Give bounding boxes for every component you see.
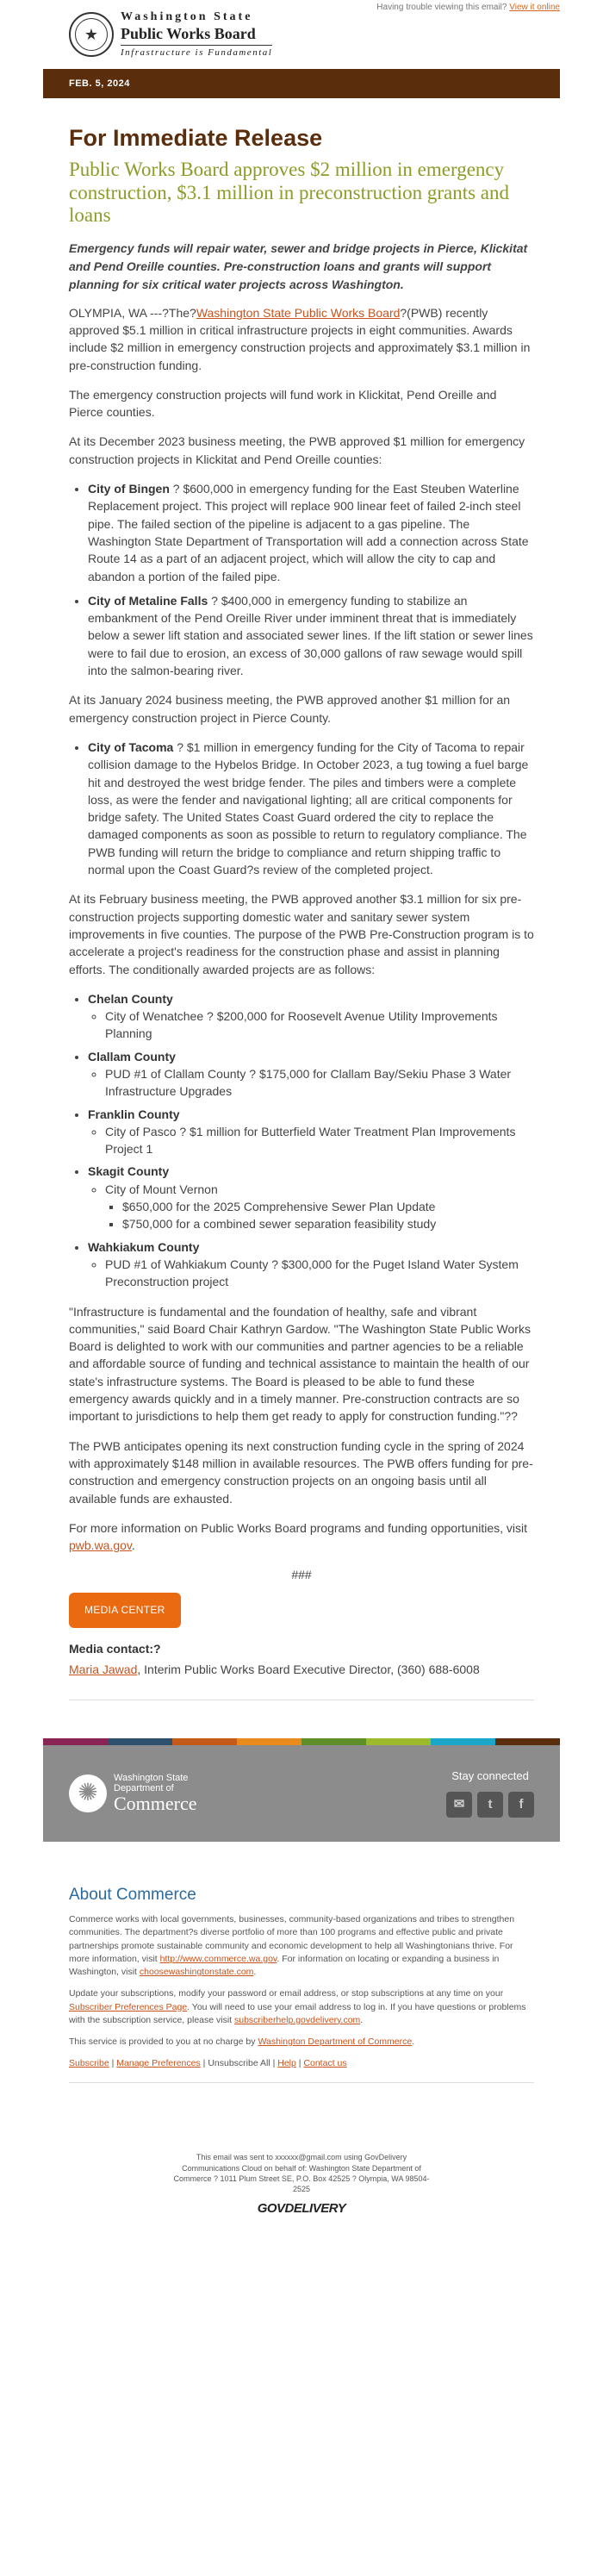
project-name: City of Tacoma — [88, 739, 174, 754]
project-text: ? $1 million in emergency funding for the City of Tacoma to repair collision damage to the Hybelos Bridge. In October 2023, a tug towing a fuel barge hit and destroyed the west bridge fender. The piles and timbers were a complete loss, as were the fender and navigational lighting; all are critical components for bridge safety. The United States Coast Guard ordered the city to replace the damaged components as soon as possible to return to regulatory compliance. The PWB funding will return the bridge to compliance and return shipping traffic to normal upon the Coast Guard?s review of the completed project. — [88, 739, 529, 877]
about-text: . For information on locating or expanding a business in Washington, visit — [69, 1953, 500, 1978]
county-item — [88, 1163, 534, 1232]
govdelivery-logo: GOVDELIVERY — [257, 2200, 346, 2216]
county-subproject: ▪ $750,000 for a combined sewer separation feasibility study — [122, 1215, 534, 1232]
color-stripe — [43, 1738, 560, 1745]
pwb-link[interactable]: Washington State Public Works Board — [196, 305, 401, 320]
county-project: ◦ PUD #1 of Wahkiakum County ? $300,000 for the Puget Island Water System Preconstruction project — [105, 1256, 534, 1291]
press-release-body — [43, 98, 560, 1700]
subscription-text: . You will need to use your email address to log in. If you have questions or problems with the subscription service, please visit — [69, 2001, 526, 2025]
view-online-link[interactable]: View it online — [509, 3, 560, 12]
subscription-paragraph — [69, 1987, 534, 2027]
intro-pre: OLYMPIA, WA ---?The? — [69, 305, 196, 320]
about-commerce — [43, 1842, 560, 2084]
end-marker: ### — [291, 1568, 312, 1582]
email-icon[interactable]: ✉ — [446, 1792, 472, 1818]
county-name: Franklin County — [88, 1107, 180, 1121]
list-item — [88, 592, 534, 679]
commerce-department-link[interactable]: Washington Department of Commerce — [258, 2036, 413, 2047]
footer-links: Subscribe | Manage Preferences | Unsubscribe All | Help | Contact us — [69, 2058, 347, 2069]
county-subproject: ▪ $650,000 for the 2025 Comprehensive Sewer Plan Update — [122, 1198, 534, 1215]
december-projects-list — [88, 480, 534, 679]
county-project: ◦ City of Wenatchee ? $200,000 for Roosevelt Avenue Utility Improvements Planning — [105, 1007, 534, 1043]
contact-details: , Interim Public Works Board Executive Director, (360) 688-6008 — [137, 1662, 480, 1677]
logo-line2: Public Works Board — [121, 25, 256, 43]
project-name: City of Bingen — [88, 482, 170, 496]
commerce-logo-line2: Department of — [114, 1782, 174, 1793]
about-text: Commerce works with local governments, businesses, community-based organizations and tribes to strengthen communities. The department?s diverse portfolio of more than 100 programs and effective public and private partnerships promote sustainable community and economic development to help all Washingtonians thrive. For more information, visit — [69, 1914, 515, 1964]
subscriber-preferences-link[interactable]: Subscriber Preferences Page — [69, 2001, 188, 2012]
county-name: Wahkiakum County — [88, 1239, 200, 1254]
contact-us-link[interactable]: Contact us — [303, 2058, 347, 2069]
divider — [69, 2082, 534, 2083]
commerce-sun-icon: ✺ — [69, 1775, 107, 1812]
paragraph-more-info — [69, 1519, 534, 1555]
service-paragraph — [69, 2036, 534, 2049]
twitter-icon[interactable]: t — [477, 1792, 503, 1818]
subscription-text: Update your subscriptions, modify your password or email address, or stop subscriptions at any time on your — [69, 1988, 504, 1999]
pwb-website-link[interactable]: pwb.wa.gov — [69, 1538, 132, 1553]
date-bar: FEB. 5, 2024 — [43, 69, 560, 98]
contact-name-link[interactable]: Maria Jawad — [69, 1662, 138, 1677]
project-text: ? $400,000 in emergency funding to stabilize an embankment of the Pend Oreille River under imminent threat that is immediately below a sewer lift station and associated sewer lines. If the lift station or sewer lines were to fail due to erosion, an excess of 30,000 gallons of raw sewage would spill into the salmon-bearing river. — [88, 593, 533, 678]
media-contact-label: Media contact:? — [69, 1642, 161, 1656]
state-seal-icon: ★ — [69, 12, 114, 57]
choose-washington-link[interactable]: choosewashingtonstate.com — [139, 1967, 254, 1978]
media-contact — [69, 1661, 534, 1678]
paragraph-december: At its December 2023 business meeting, the PWB approved $1 million for emergency construction projects in Klickitat and Pend Oreille counties: — [69, 434, 525, 466]
about-title: About Commerce — [69, 1885, 196, 1904]
paragraph-emergency: The emergency construction projects will fund work in Klickitat, Pend Oreille and Pierce counties. — [69, 387, 497, 420]
county-name: Skagit County — [88, 1164, 170, 1179]
commerce-logo-line1: Washington State — [114, 1772, 189, 1783]
pwb-logo — [69, 9, 272, 60]
list-item — [88, 480, 534, 585]
paragraph-january: At its January 2024 business meeting, the PWB approved another $1 million for an emergency construction project in Pierce County. — [69, 693, 511, 725]
stay-connected — [446, 1768, 534, 1818]
preheader — [376, 2, 560, 15]
subscriber-help-link[interactable]: subscriberhelp.govdelivery.com — [234, 2014, 361, 2025]
lede: Emergency funds will repair water, sewer and bridge projects in Pierce, Klickitat and Pend Oreille counties. Pre-construction loans and grants will support planning for six critical water projects across Washington. — [69, 240, 528, 291]
help-link[interactable]: Help — [277, 2058, 296, 2069]
county-item — [88, 1238, 534, 1291]
commerce-logo-line3: Commerce — [114, 1792, 197, 1814]
county-name: Chelan County — [88, 991, 173, 1006]
headline: For Immediate Release — [69, 125, 323, 151]
subscribe-link[interactable]: Subscribe — [69, 2058, 109, 2069]
more-info-pre: For more information on Public Works Board programs and funding opportunities, visit — [69, 1520, 527, 1535]
intro-post: ?(PWB) recently approved $5.1 million in critical infrastructure projects in eight communities. Awards include $2 million in emergency construction projects and approximately $3.1 million in pre-construction funding. — [69, 305, 531, 372]
service-text: This service is provided to you at no charge by — [69, 2036, 258, 2047]
county-item — [88, 1106, 534, 1158]
stay-connected-label: Stay connected — [451, 1769, 529, 1783]
county-name: Clallam County — [88, 1049, 176, 1063]
commerce-logo — [69, 1773, 197, 1814]
january-projects-list — [88, 739, 534, 878]
preheader-text: Having trouble viewing this email? — [376, 3, 507, 12]
county-project: ◦ City of Pasco ? $1 million for Butterfield Water Treatment Plan Improvements Project 1 — [105, 1123, 534, 1158]
paragraph-next-cycle: The PWB anticipates opening its next construction funding cycle in the spring of 2024 with approximately $148 million in available resources. The PWB offers funding for pre-construction and emergency construction projects on an ongoing basis until all available funds are exhausted. — [69, 1438, 533, 1506]
subheadline: Public Works Board approves $2 million in emergency construction, $3.1 million in preconstruction grants and loans — [69, 159, 510, 227]
paragraph-february: At its February business meeting, the PWB approved another $3.1 million for six pre-construction projects supporting domestic water and sanitary sewer system improvements in five counties. The purpose of the PWB Pre-Construction program is to accelerate a project's readiness for the construction phase and assist in planning efforts. The conditionally awarded projects are as follows: — [69, 892, 534, 976]
county-list — [88, 990, 534, 1291]
legal-notice: This email was sent to xxxxxx@gmail.com using GovDelivery Communications Cloud on behalf of: Washington State Department of Commerce ? 1011 Plum Street SE, P.O. Box 42525 ? Olympia, WA 98504-2525 — [173, 2153, 430, 2193]
logo-tagline: Infrastructure is Fundamental — [121, 45, 272, 60]
subscription-text: . — [360, 2014, 364, 2025]
list-item — [88, 739, 534, 878]
about-text: . — [253, 1967, 257, 1978]
commerce-website-link[interactable]: http://www.commerce.wa.gov — [159, 1953, 277, 1964]
board-chair-quote: "Infrastructure is fundamental and the foundation of healthy, safe and vibrant communities," said Board Chair Kathryn Gardow. "The Washington State Public Works Board is delighted to work with our communities and partner agencies to be a reliable and affordable source of funding and technical assistance to maintain the health of our state's infrastructure systems. The Board is pleased to be able to fund these emergency awards quickly and in a timely manner. Pre-construction contracts are so important to jurisdictions to help them get ready to apply for construction funding."?? — [69, 1304, 531, 1424]
county-project: ◦ PUD #1 of Clallam County ? $175,000 for Clallam Bay/Sekiu Phase 3 Water Infrastructure Upgrades — [105, 1065, 534, 1101]
county-project — [105, 1181, 534, 1233]
about-paragraph — [69, 1913, 534, 1979]
logo-line1: Washington State — [121, 9, 253, 23]
commerce-footer-band — [43, 1745, 560, 1842]
manage-preferences-link[interactable]: Manage Preferences — [116, 2058, 201, 2069]
project-text: ? $600,000 in emergency funding for the East Steuben Waterline Replacement project. This project will replace 900 linear feet of failed 2-inch steel pipe. The failed section of the pipeline is adjacent to a gas pipeline. The Washington State Department of Transportation will add a connection across State Route 14 as a part of an adjacent project, which will allow the city to cap and abandon a portion of the failed pipe. — [88, 482, 529, 583]
more-info-post: . — [131, 1538, 135, 1553]
media-center-button[interactable]: MEDIA CENTER — [69, 1593, 181, 1628]
county-project-name: City of Mount Vernon — [105, 1182, 218, 1196]
facebook-icon[interactable]: f — [508, 1792, 534, 1818]
county-item — [88, 990, 534, 1043]
unsubscribe-all-text[interactable]: Unsubscribe All — [208, 2058, 270, 2069]
paragraph-intro — [69, 304, 534, 374]
county-item — [88, 1048, 534, 1101]
service-text: . — [412, 2036, 415, 2047]
project-name: City of Metaline Falls — [88, 593, 208, 608]
